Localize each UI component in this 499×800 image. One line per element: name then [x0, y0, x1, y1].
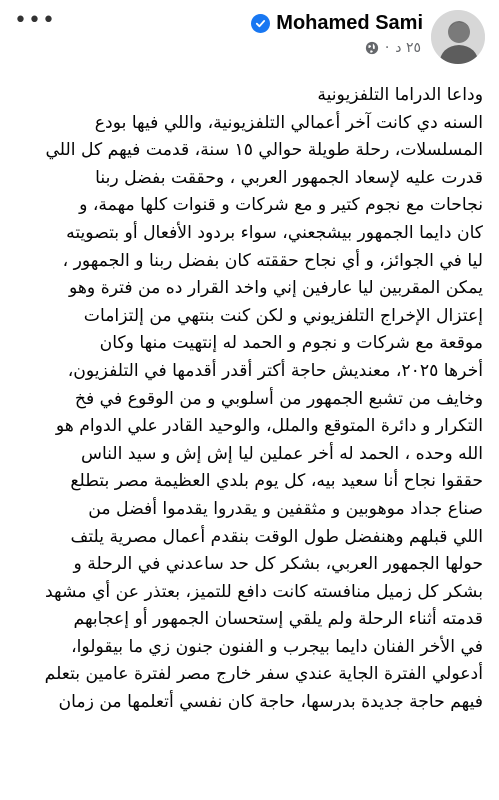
- more-options-icon[interactable]: •••: [14, 8, 56, 33]
- post-line: نجاحات مع نجوم كتير و مع شركات و قنوات كلها مهمة، و: [79, 195, 483, 216]
- post-line: وخايف من تشبع الجمهور من أسلوبي و من الوقوع في فخ: [74, 388, 483, 409]
- post-line: اللي قبلهم وهنفضل طول الوقت بنقدم أعمال مصرية يلتف: [70, 526, 483, 547]
- meta-separator: ·: [384, 40, 390, 56]
- post-line: حولها الجمهور العربي، بشكر كل حد ساعدني في الرحلة و: [73, 554, 483, 575]
- post-meta: [365, 40, 421, 56]
- post-line: قدمته أثناء الرحلة ولم يلقي إستحسان الجمهور أو إعجابهم: [73, 609, 483, 630]
- post-line: وداعا الدراما التلفزيونية: [317, 85, 483, 105]
- post-line: قدرت عليه لإسعاد الجمهور العربي ، وحققت بفضل ربنا: [95, 167, 483, 188]
- post-line: إعتزال الإخراج التلفزيوني و لكن كنت بنتهي من إلتزامات: [83, 305, 483, 326]
- globe-icon: [365, 41, 379, 55]
- post-line: التكرار و دائرة المتوقع والملل، والوحيد القادر علي الدوام هو: [55, 416, 483, 437]
- author-name[interactable]: Mohamed Sami: [276, 12, 423, 34]
- post-line: الله وحده ، الحمد له أخر عملين ليا إش إش و سيد الناس: [80, 443, 483, 464]
- post-line: ليا في الجوائز، و أي نجاح حققته كان بفضل ربنا و الجمهور ،: [62, 250, 483, 271]
- author-row: [251, 12, 423, 35]
- author-avatar[interactable]: [431, 10, 485, 64]
- post-header: [0, 0, 499, 80]
- post-line: بشكر كل زميل منافسته كانت دافع للتميز، بعتذر عن أي مشهد: [45, 581, 483, 602]
- verified-badge-icon: [251, 14, 270, 33]
- post-line: المسلسلات، رحلة طويلة حوالي ١٥ سنة، قدمت فيهم كل اللي: [45, 140, 483, 161]
- post-line: حققوا نجاح أنا سعيد بيه، كل يوم بلدي العظيمة مصر بتطلع: [70, 471, 483, 492]
- post-line: صناع جداد موهوبين و مثقفين و يقدروا يقدموا أفضل من: [88, 498, 483, 519]
- post-line: أدعولي الفترة الجاية عندي سفر خارج مصر لفترة عامين بتعلم: [44, 664, 483, 685]
- post-line: يمكن المقربين ليا عارفين إني واخد القرار ده من فترة وهو: [68, 278, 483, 299]
- post-line: السنه دي كانت آخر أعمالي التلفزيونية، واللي فيها بودع: [94, 112, 483, 133]
- post-body: [11, 82, 483, 717]
- post-line: فيهم حاجة جديدة بدرسها، حاجة كان نفسي أتعلمها من زمان: [58, 692, 483, 713]
- post-time[interactable]: ٢٥ د: [395, 40, 421, 56]
- post-line: موقعة مع شركات و نجوم و الحمد له إنتهيت منها وكان: [99, 333, 483, 354]
- post-line: في الأخر الفنان دايما بيجرب و الفنون جنون زي ما بيقولوا،: [71, 636, 483, 657]
- post-line: أخرها ٢٠٢٥، معنديش حاجة أكتر أقدر أقدمها في التلفزيون،: [67, 360, 483, 381]
- post-line: كان دايما الجمهور بيشجعني، سواء بردود الأفعال أو بتصويته: [66, 222, 483, 243]
